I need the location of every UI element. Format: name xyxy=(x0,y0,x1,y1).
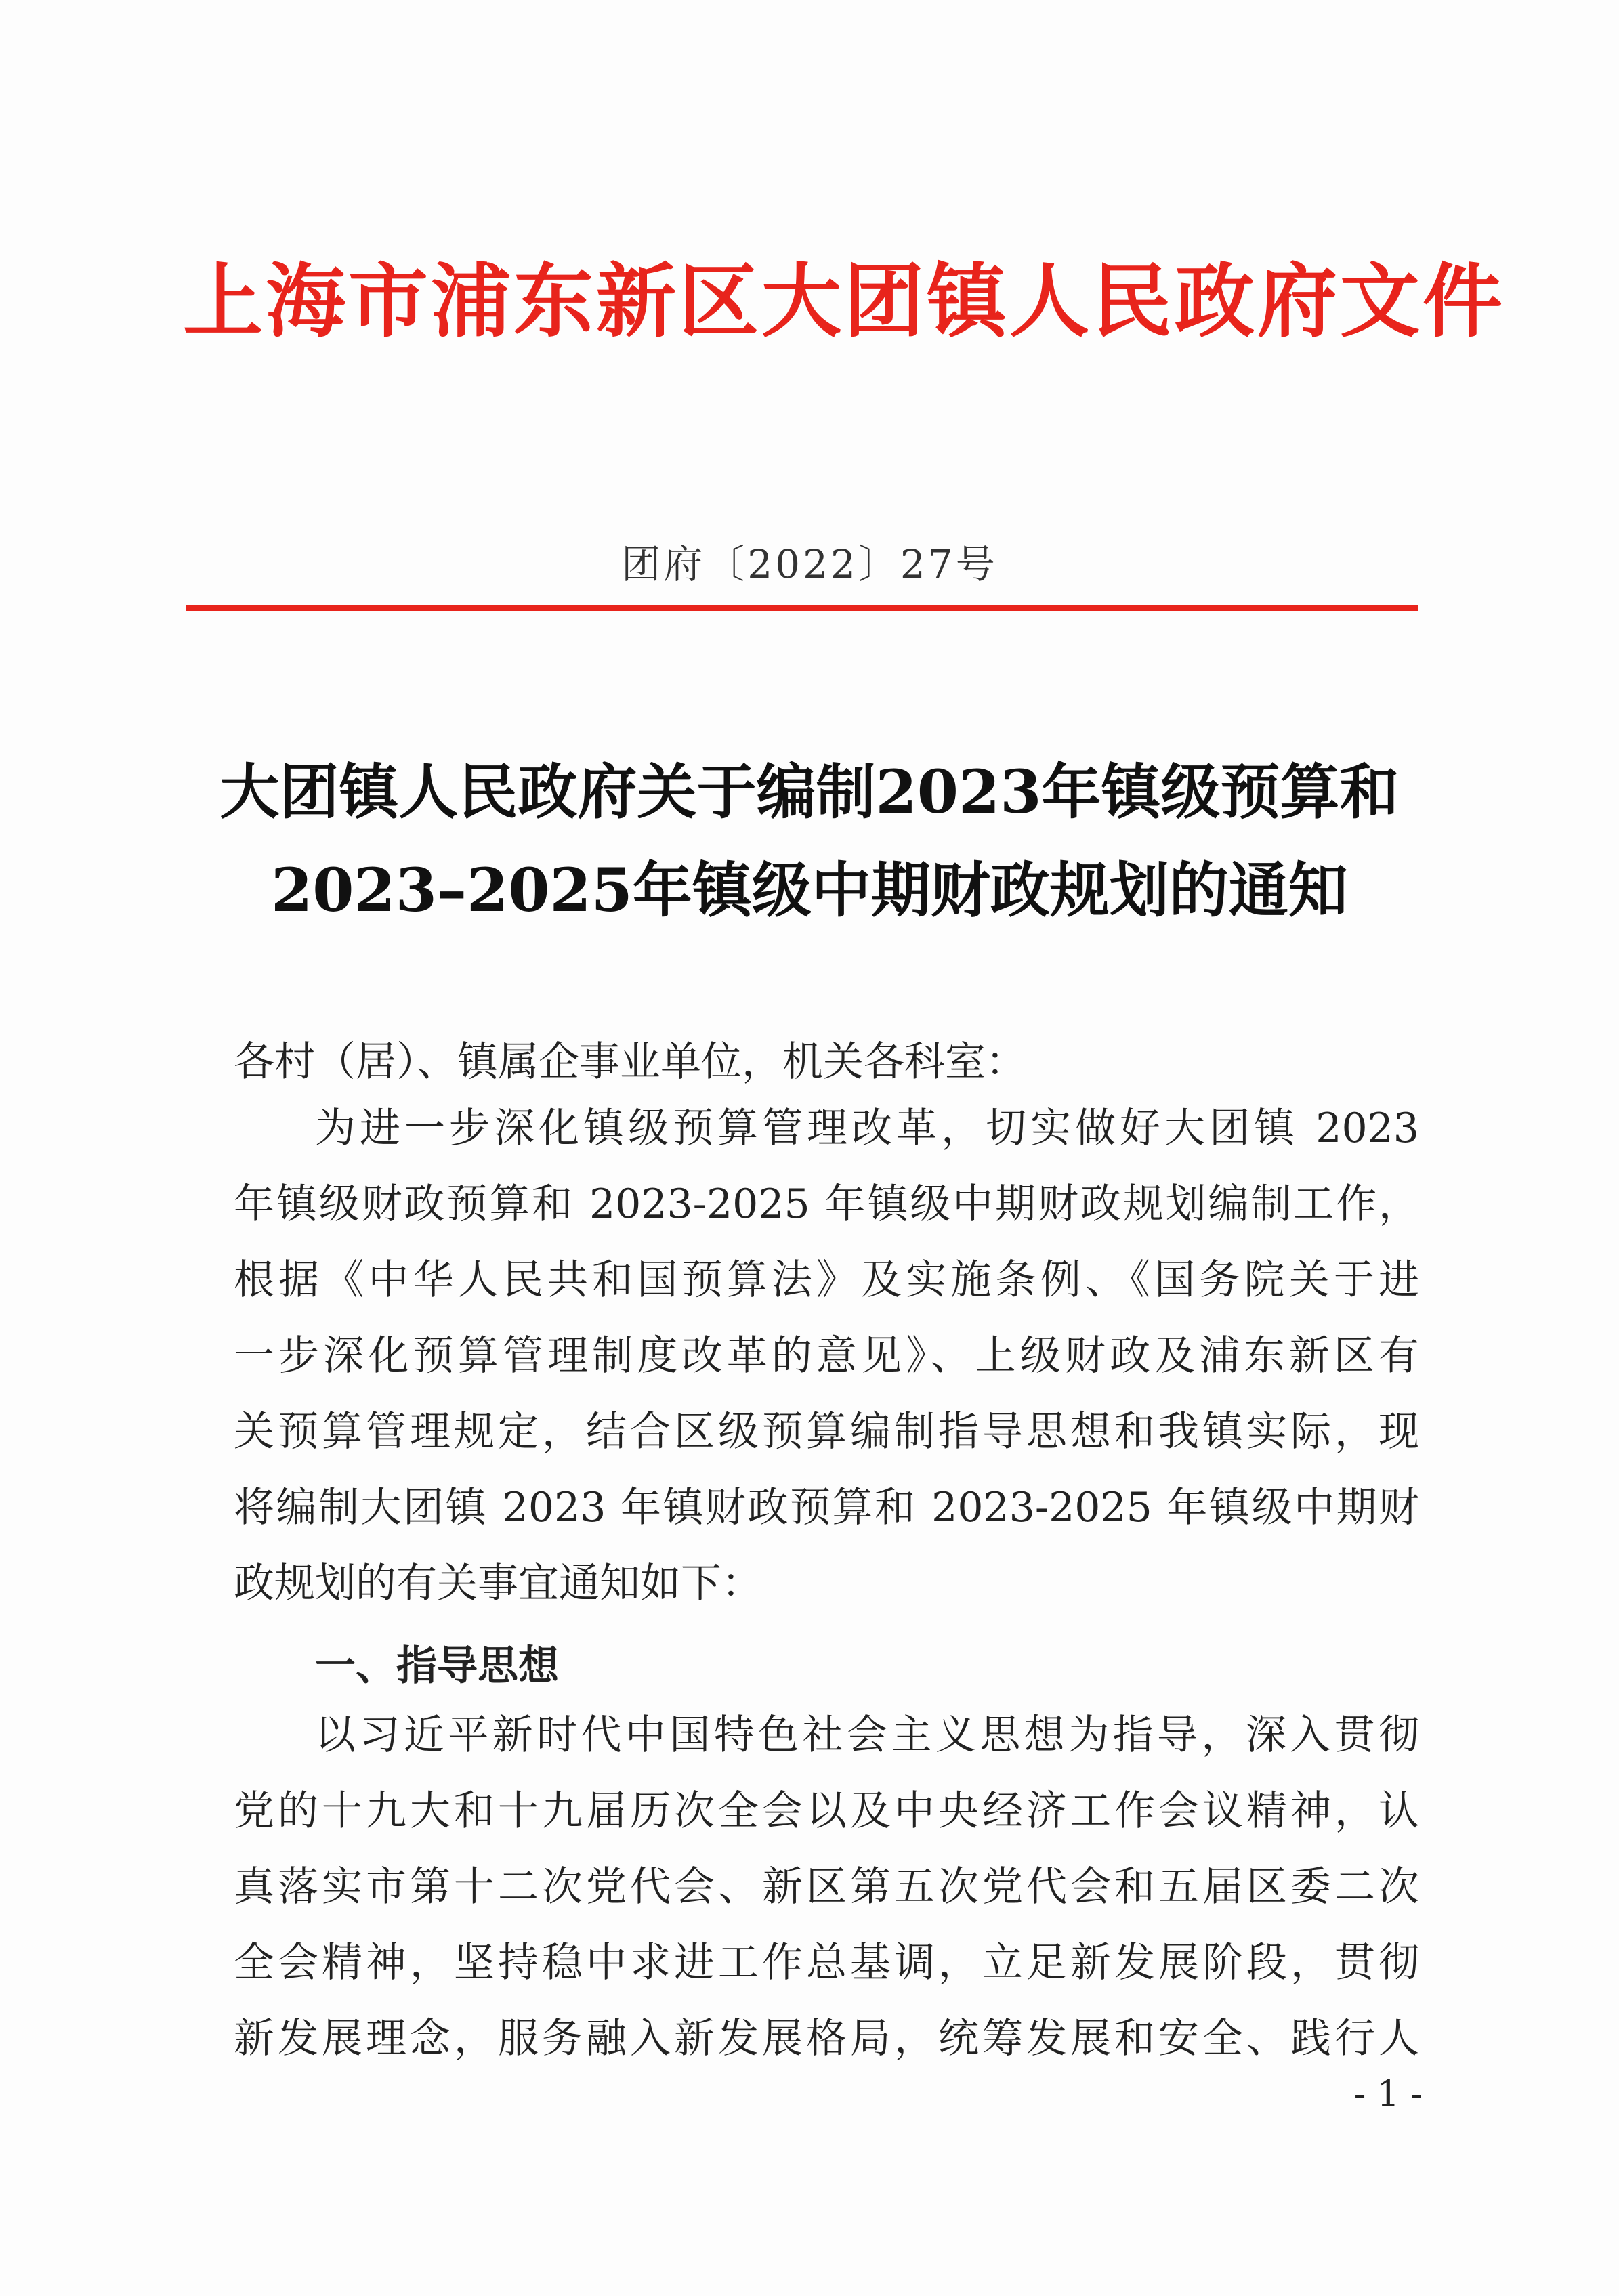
intro-line: 为进一步深化镇级预算管理改革，切实做好大团镇 2023 xyxy=(315,1105,1419,1152)
salutation: 各村（居）、镇属企事业单位，机关各科室： xyxy=(234,1038,1026,1086)
section-line: 真落实市第十二次党代会、新区第五次党代会和五届区委二次 xyxy=(234,1863,1419,1911)
intro-line: 一步深化预算管理制度改革的意见》、上级财政及浦东新区有 xyxy=(234,1332,1419,1380)
section-line: 全会精神，坚持稳中求进工作总基调，立足新发展阶段，贯彻 xyxy=(234,1939,1419,1986)
intro-line: 年镇级财政预算和 2023-2025 年镇级中期财政规划编制工作， xyxy=(234,1181,1419,1228)
section-heading-guiding-ideology: 一、指导思想 xyxy=(315,1642,559,1690)
notice-title-line-1: 大团镇人民政府关于编制2023年镇级预算和 xyxy=(219,757,1400,827)
page-number: - 1 - xyxy=(1353,2074,1423,2114)
intro-line: 关预算管理规定，结合区级预算编制指导思想和我镇实际，现 xyxy=(234,1408,1419,1455)
issuer-title: 上海市浦东新区大团镇人民政府文件 xyxy=(183,254,1506,348)
document-number: 团府〔2022〕27号 xyxy=(621,541,998,587)
section-line: 以习近平新时代中国特色社会主义思想为指导，深入贯彻 xyxy=(315,1712,1419,1759)
red-divider-line xyxy=(186,605,1418,611)
intro-line: 政规划的有关事宜通知如下： xyxy=(234,1560,762,1607)
section-line: 党的十九大和十九届历次全会以及中央经济工作会议精神，认 xyxy=(234,1787,1419,1835)
notice-title-line-2: 2023–2025年镇级中期财政规划的通知 xyxy=(271,855,1348,925)
intro-line: 将编制大团镇 2023 年镇财政预算和 2023-2025 年镇级中期财 xyxy=(234,1484,1419,1531)
section-line: 新发展理念，服务融入新发展格局，统筹发展和安全、践行人 xyxy=(234,2015,1419,2062)
intro-line: 根据《中华人民共和国预算法》及实施条例、《国务院关于进 xyxy=(234,1256,1419,1304)
